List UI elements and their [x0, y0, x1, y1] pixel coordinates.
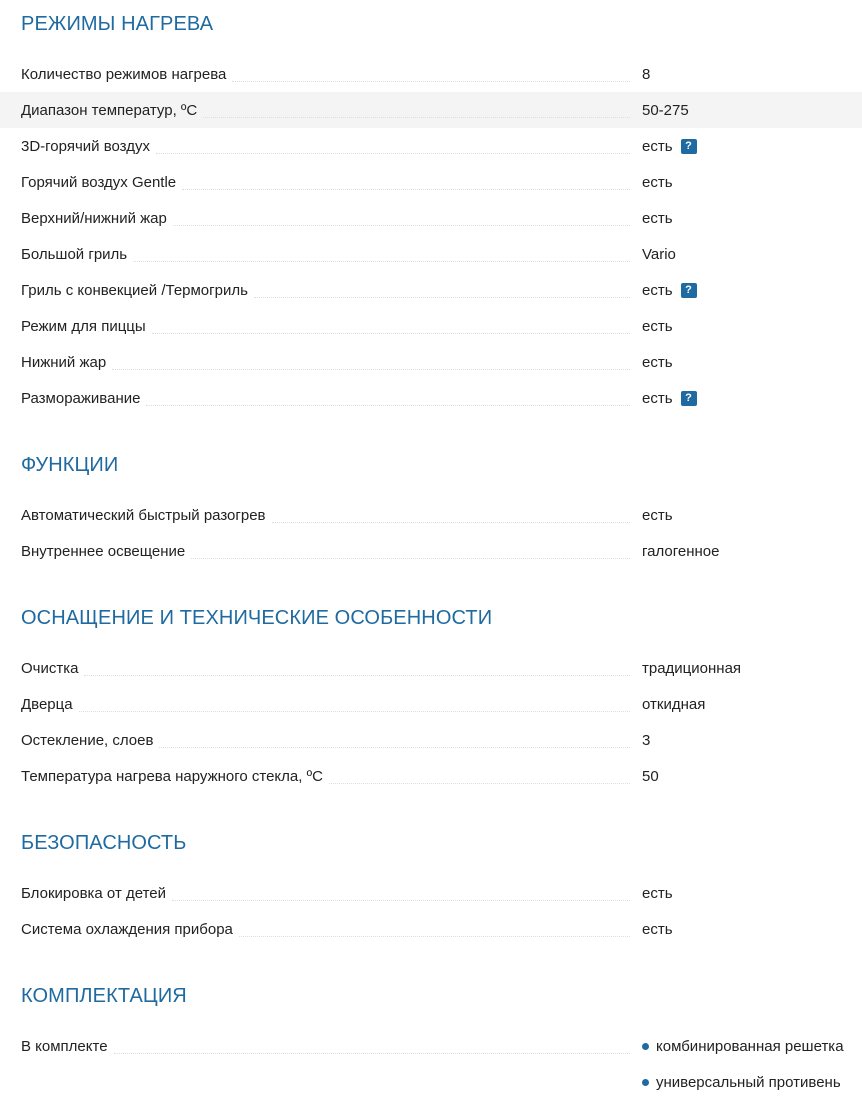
spec-value: [642, 308, 673, 344]
spec-label: Блокировка от детей: [21, 884, 167, 902]
spec-row: [0, 128, 862, 164]
spec-row: [0, 911, 862, 947]
spec-label: Очистка: [21, 659, 79, 677]
spec-value: [642, 164, 673, 200]
spec-row: [0, 533, 862, 569]
list-item: [642, 1064, 844, 1100]
spec-value-text: откидная: [642, 695, 706, 713]
spec-value-text: 50-275: [642, 101, 689, 119]
spec-value-text: есть: [642, 506, 673, 524]
spec-row: [0, 344, 862, 380]
spec-value-text: есть: [642, 173, 673, 191]
bullet-dot-icon: [642, 1079, 649, 1086]
spec-value-text: есть: [642, 884, 673, 902]
spec-row: [0, 308, 862, 344]
dotted-leader: [239, 936, 630, 937]
spec-row: [0, 497, 862, 533]
spec-row: [0, 650, 862, 686]
question-mark-icon[interactable]: ?: [681, 283, 697, 298]
spec-row: [0, 758, 862, 794]
spec-label: Внутреннее освещение: [21, 542, 186, 560]
dotted-leader: [112, 369, 630, 370]
spec-value-text: 50: [642, 767, 659, 785]
spec-value-text: 3: [642, 731, 651, 749]
spec-value: [642, 236, 676, 272]
section-title-functions: ФУНКЦИИ: [21, 454, 119, 476]
spec-label: В комплекте: [21, 1037, 108, 1055]
spec-value-text: есть: [642, 317, 673, 335]
spec-value: [642, 200, 673, 236]
spec-value: [642, 128, 697, 164]
dotted-leader: [159, 747, 630, 748]
spec-value: [642, 344, 673, 380]
spec-label: Система охлаждения прибора: [21, 920, 233, 938]
spec-value: [642, 92, 689, 128]
section-title-heating-modes: РЕЖИМЫ НАГРЕВА: [21, 13, 214, 35]
spec-label: Нижний жар: [21, 353, 107, 371]
dotted-leader: [329, 783, 630, 784]
spec-row: [0, 686, 862, 722]
bullet-dot-icon: [642, 1043, 649, 1050]
spec-label: Режим для пиццы: [21, 317, 146, 335]
package-items-list: [642, 1028, 844, 1100]
section-title-equipment: ОСНАЩЕНИЕ И ТЕХНИЧЕСКИЕ ОСОБЕННОСТИ: [21, 607, 493, 629]
spec-value-text: Vario: [642, 245, 676, 263]
spec-label: Горячий воздух Gentle: [21, 173, 177, 191]
spec-value-text: 8: [642, 65, 651, 83]
spec-value-text: есть: [642, 281, 673, 299]
spec-value: [642, 533, 719, 569]
spec-value-text: есть: [642, 209, 673, 227]
dotted-leader: [152, 333, 630, 334]
spec-label: Гриль с конвекцией /Термогриль: [21, 281, 248, 299]
dotted-leader: [114, 1053, 630, 1054]
spec-label: Большой гриль: [21, 245, 128, 263]
dotted-leader: [156, 153, 630, 154]
spec-row: [0, 236, 862, 272]
dotted-leader: [146, 405, 630, 406]
dotted-leader: [84, 675, 630, 676]
spec-label: Размораживание: [21, 389, 141, 407]
package-item-text: универсальный противень: [656, 1073, 841, 1091]
spec-value: [642, 686, 705, 722]
spec-label: Автоматический быстрый разогрев: [21, 506, 266, 524]
spec-label: Остекление, слоев: [21, 731, 154, 749]
dotted-leader: [173, 225, 630, 226]
spec-row: [0, 722, 862, 758]
spec-label: Верхний/нижний жар: [21, 209, 167, 227]
spec-value-text: галогенное: [642, 542, 720, 560]
spec-value-text: есть: [642, 137, 673, 155]
dotted-leader: [254, 297, 630, 298]
question-mark-icon[interactable]: ?: [681, 391, 697, 406]
dotted-leader: [232, 81, 630, 82]
spec-value-text: есть: [642, 353, 673, 371]
spec-label: Диапазон температур, ºС: [21, 101, 198, 119]
spec-label: Температура нагрева наружного стекла, ºС: [21, 767, 323, 785]
spec-label: Дверца: [21, 695, 73, 713]
spec-value: [642, 272, 697, 308]
spec-row: [0, 56, 862, 92]
spec-row: [0, 164, 862, 200]
spec-value: [642, 911, 673, 947]
spec-value: [642, 380, 697, 416]
section-title-safety: БЕЗОПАСНОСТЬ: [21, 832, 187, 854]
dotted-leader: [272, 522, 630, 523]
dotted-leader: [191, 558, 630, 559]
dotted-leader: [182, 189, 630, 190]
question-mark-icon[interactable]: ?: [681, 139, 697, 154]
spec-value: [642, 650, 741, 686]
spec-row: [0, 200, 862, 236]
section-title-package: КОМПЛЕКТАЦИЯ: [21, 985, 187, 1007]
spec-label: Количество режимов нагрева: [21, 65, 227, 83]
package-item-text: комбинированная решетка: [656, 1037, 844, 1055]
spec-value: [642, 497, 673, 533]
spec-label: 3D-горячий воздух: [21, 137, 150, 155]
spec-row: [0, 92, 862, 128]
spec-value-text: есть: [642, 920, 673, 938]
spec-value: [642, 758, 659, 794]
spec-value-text: есть: [642, 389, 673, 407]
list-item: [642, 1028, 844, 1064]
spec-value: [642, 56, 650, 92]
spec-value: [642, 722, 650, 758]
dotted-leader: [79, 711, 630, 712]
spec-row: [0, 380, 862, 416]
dotted-leader: [172, 900, 630, 901]
spec-value-text: традиционная: [642, 659, 742, 677]
dotted-leader: [203, 117, 630, 118]
spec-row: [0, 875, 862, 911]
spec-value: [642, 875, 673, 911]
dotted-leader: [133, 261, 630, 262]
spec-row: [0, 272, 862, 308]
